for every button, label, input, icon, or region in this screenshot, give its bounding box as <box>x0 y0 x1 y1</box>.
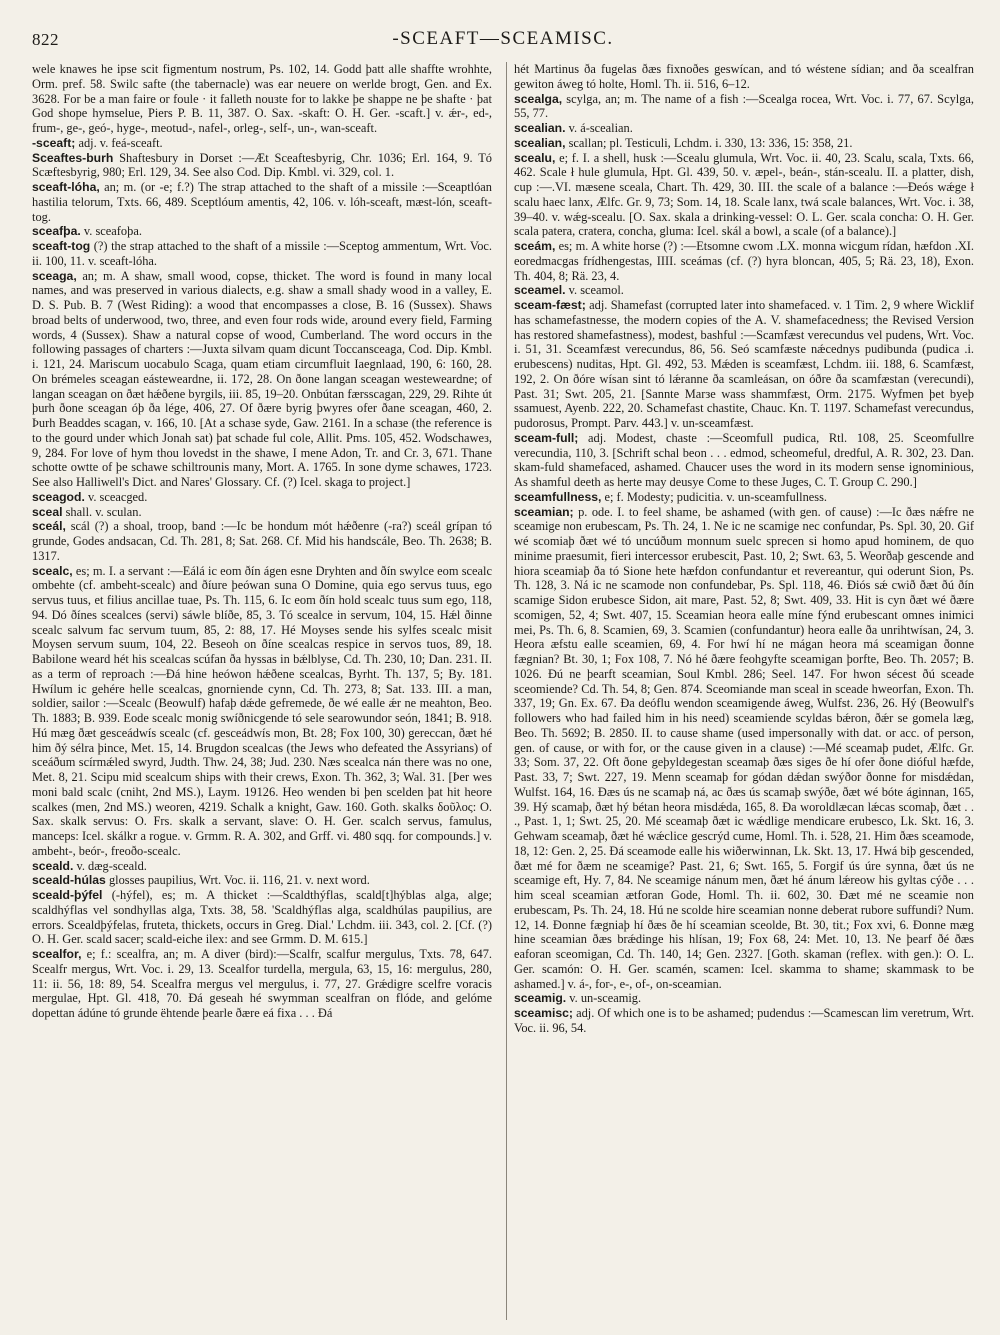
entry-headword: scealian. <box>514 121 566 135</box>
dictionary-entry <box>32 505 492 520</box>
entry-headword: sceamian; <box>514 504 574 519</box>
entry-definition: adj. Modest, chaste :—Sceomfull pudica, Rtl. 108, 25. Sceomfullre verecundia, 110, 3. [Schrift schal beon . . . edmod, scheomeful, dredful, A. R. 302, 23. Dan. skam-fuld shamefaced, ashamed. Chaucer uses the word in its modern sense ignominious, As shamful deeth as herte may deusye Come to these Juges, C. T. Group C. 290.] <box>514 430 974 489</box>
entry-headword: sceamig. <box>514 991 567 1006</box>
entry-definition: v. sceafoþa. <box>83 224 142 239</box>
entry-headword: scealfor, <box>32 947 82 961</box>
entry-definition: wele knawes he ipse scit figmentum nostrum, Ps. 102, 14. Godd þatt alle shaffte wrohhte, Orm. pref. 58. Swilc safte (the tabernacle) was ear neuere on werlde brogt, Gen. and Ex. 3628. For be a man faire or foule · it falleth nouзte for to lakke þe shappe ne þe shafte · þat God shope hymselue, Piers P. B. 11, 387. O. Sax. -skaft: O. H. Ger. -scaft.] v. ǽr-, ed-, frum-, ge-, geó-, hyge-, meotud-, nafel-, orleg-, self-, un-, wan-sceaft. <box>32 62 492 135</box>
dictionary-entry <box>514 136 974 151</box>
two-column-body <box>32 62 974 1332</box>
dictionary-entry <box>514 283 974 298</box>
dictionary-entry <box>32 873 492 888</box>
entry-definition: v. un-sceamig. <box>569 991 642 1006</box>
entry-headword: sceagod. <box>32 489 85 504</box>
entry-definition: es; m. I. a servant :—Eálá ic eom ðín ágen esne Dryhten and ðín swylce eom scealc ombehte (cf. ambeht-scealc) and ðíure þeówan suna O Domine, quia ego servus tuus, ego servus tuus, et filius ancillae tuae, Ps. Th. 115, 6. Ic eom ðín hold scealc tuus sum ego, 118, 94. Dó ðínes scealces (servi) sáwle blíðe, 85, 3. Tó scealce in servum, 104, 15. Hǽl ðinne scealc salvum fac servum tuum, 85, 2: 88, 17. Hé Moyses sende his sylfes scealc misit Moysen servum suum, 104, 22. Beseoh on ðíne scealcas respice in servos tuos, 89, 18. Babilone weard hét his scealcas scúfan ða hyssas in bǽlblyse, Cd. Th. 230, 10; Dan. 231. II. as a term of reproach :—Ðá hine heówon hǽðene scealcas, Byrht. Th. 137, 5; By. 181. Hwílum ic gehére helle scealcas, gnorniende cynn, Cd. Th. 273, 8; Sat. 133. III. a man, soldier, sailor :—Scealc (Beowulf) hafaþ dǽde gefremede, ðe wé ealle ǽr ne meahton, Beo. Th. 1883; B. 939. Eode scealc monig swíðnicgende tó sele searowundor seón, 1841; B. 918. Hú mæg ðæt gesceádwís scealc (cf. gesceádwís mon, Bt. 28; Fox 100, 30) gereccan, ðæt hé him ðý sélra þince, Met. 15, 14. Brugdon scealcas (the Jews who defeated the Assyrians) of sceáðum scírmǽled swyrd, Judth. Thw. 24, 38; Jud. 230. Næs scealca nán there was no one, Met. 8, 21. Scipu mid scealcum ships with their crews, Exon. Th. 362, 3; Wal. 31. [Þer wes moni bald scalc (cniht, 2nd MS.), Laym. 19126. Heo wenden bi þen scelden þat hit heore scalkes (men, 2nd MS.) weoren, 4219. Schalk a knight, Gaw. 160. Goth. skalks δοῦλος: O. Sax. skalk servus: O. Frs. skalk a servant, slave: O. H. Ger. scalch servus, famulus, manceps: Icel. skálkr a rogue. v. Grmm. R. A. 302, and Grff. vi. 480 sqq. for compounds.] v. ambeht-, beór-, freoðo-scealc. <box>32 563 492 858</box>
dictionary-entry <box>514 151 974 240</box>
entry-definition: an; m. A shaw, small wood, copse, thicket. The word is found in many local names, and was preserved in various dialects, e.g. shaw a small shady wood in a valley, E. D. S. Pub. B. 7 (West Riding): a wood that encompasses a close, B. 16 (Sussex). Shaws broad belts of underwood, two, three, and even four rods wide, around every field, Farming words, 4 (Sussex). Shaw a natural copse of wood, Cumberland. The word occurs in the following passages of charters :—Juxta silvam quam dicunt Toccansceaga, Cod. Dip. Kmbl. i. 121, 24. Mariscum uocabulo Scaga, quam etiam circumfluit Iaegnlaad, 190, 6: 160, 28. On brémeles sceagan eásteweardne, ii. 172, 28. On ðone langan sceagan westeweardne; of langan sceagan on ðæt hǽðene byrgils, iii. 85, 19–20. Onbútan færsscagan, 229, 29. Rihte út þurh ðone sceagan óþ ða lége, 406, 27. Of ðære byrig þwyres ofer ðane sceagan, 460, 2. Þurh Beaddes scagan, v. 166, 10. [At a schaзe syde, Gaw. 2161. In a schaзe (the reference is to the gourd under which Jonah sat) þat schade ful cole, Allit. Pms. 105, 452. Wodschaweз, 9, 284. For love of hym thou lovedst in the shawe, I mene Adon, Tr. and Cr. 3, 671. Thane schotte owtte of þe schawe schiltrounis many, Mort. A. 1765. In зone dyme schawes, 1723. See also Halliwell's Dict. and Nares' Glossary. Cf. (?) Icel. skaga to project.] <box>32 268 492 489</box>
entry-definition: scylga, an; m. The name of a fish :—Scealga rocea, Wrt. Voc. i. 77, 67. Scylga, 55, 77. <box>514 91 974 121</box>
dictionary-entry <box>514 298 974 431</box>
dictionary-entry <box>32 859 492 874</box>
entry-headword: sceald-húlas <box>32 873 106 888</box>
entry-headword: sceam-fæst; <box>514 298 586 312</box>
entry-headword: scealu, <box>514 150 556 165</box>
dictionary-entry <box>514 505 974 992</box>
entry-headword: scealian, <box>514 135 566 150</box>
entry-definition: hét Martinus ða fugelas ðæs fixnoðes geswícan, and tó wéstene sídian; and ða scealfran gewiton áweg tó holte, Homl. Th. ii. 516, 6–12. <box>514 62 974 91</box>
entry-definition: adj. Shamefast (corrupted later into shamefaced. v. 1 Tim. 2, 9 where Wicklif has schamefastnesse, the modern copies of the A. V. shamefacedness; the Revised Version has restored shamefastness), modest, bashful :—Scamfæst verecundus vel pudens, Wrt. Voc. i. 51, 31. Sceamfæst verecundus, 86, 56. Seó scamfæste nǽcednys pudibunda (pudica .i. erubescens) nuditas, Hpt. Gl. 492, 53. Mǽden is sceamfæst, Lchdm. iii. 188, 6. Scamfæst, 192, 2. On ðóre wísan sint tó lǽranne ða scamleásan, on óðre ða scamfæstan (verecundi), Past. 31; Swt. 205, 21. [Sannte Marзe wass shammfæst, Orm. 2175. Wyfmen þet byeþ ssamuest, Ayenb. 222, 20. Schamefast chastite, Chauc. Kn. T. 1197. Schamefast verecundus, pudorosus, Prompt. Parv. 443.] v. un-sceamfæst. <box>514 298 974 430</box>
dictionary-entry <box>32 151 492 181</box>
dictionary-entry <box>32 62 492 136</box>
entry-definition: v. dæg-sceald. <box>76 858 147 873</box>
dictionary-entry <box>514 1006 974 1036</box>
entry-headword: sceál, <box>32 519 66 534</box>
dictionary-entry <box>32 180 492 224</box>
entry-headword: Sceaftes-burh <box>32 150 114 165</box>
right-column <box>514 62 974 1332</box>
left-column <box>32 62 492 1332</box>
entry-headword: sceal <box>32 504 63 519</box>
dictionary-entry <box>32 947 492 1021</box>
entry-headword: sceald. <box>32 858 74 873</box>
dictionary-entry <box>32 269 492 490</box>
entry-headword: sceám, <box>514 239 556 253</box>
dictionary-entry <box>514 490 974 505</box>
entry-definition: adj. Of which one is to be ashamed; pudendus :—Scamescan lim veretrum, Wrt. Voc. ii. 96, 54. <box>514 1006 974 1035</box>
page-number: 822 <box>32 30 59 49</box>
entry-definition: scallan; pl. Testiculi, Lchdm. i. 330, 13: 336, 15: 358, 21. <box>568 135 853 150</box>
entry-headword: sceald-þýfel <box>32 888 103 902</box>
dictionary-entry <box>514 239 974 283</box>
entry-definition: (?) the strap attached to the shaft of a missile :—Sceptog ammentum, Wrt. Voc. ii. 100, 11. v. sceaft-lóha. <box>32 239 492 268</box>
dictionary-entry <box>514 62 974 92</box>
dictionary-entry <box>32 888 492 947</box>
column-divider <box>506 62 507 1320</box>
dictionary-entry <box>32 136 492 151</box>
entry-headword: sceamisc; <box>514 1006 573 1020</box>
entry-headword: sceaga, <box>32 268 77 283</box>
page-header <box>32 22 974 62</box>
entry-headword: sceamel. <box>514 283 566 298</box>
dictionary-entry <box>514 431 974 490</box>
dictionary-entry <box>514 991 974 1006</box>
dictionary-entry <box>32 519 492 563</box>
entry-definition: an; m. (or -e; f.?) The strap attached to the shaft of a missile :—Sceaptlóan hastilia telorum, Txts. 66, 489. Sceptlóum amentis, 42, 106. v. lóh-sceaft, mæst-lón, sceaft-tog. <box>32 180 492 224</box>
entry-headword: sceaft-tog <box>32 239 91 253</box>
dictionary-entry <box>514 92 974 122</box>
running-head: -SCEAFT—SCEAMISC. <box>392 28 614 49</box>
dictionary-entry <box>32 224 492 239</box>
entry-headword: scealc, <box>32 563 73 578</box>
dictionary-entry <box>32 564 492 859</box>
entry-definition: v. á-scealian. <box>568 121 633 135</box>
entry-definition: shall. v. sculan. <box>65 504 142 519</box>
dictionary-entry <box>514 121 974 136</box>
entry-definition: e; f. Modesty; pudicitia. v. un-sceamfullness. <box>604 489 828 504</box>
entry-definition: p. ode. I. to feel shame, be ashamed (with gen. of cause) :—Ic ðæs nǽfre ne sceamige non erubescam, Ps. Th. 24, 1. Ne ic ne scamige nec confundar, Ps. Spl. 30, 20. Gif wé scomiaþ ðæt wé tó uncúðum monnum suelc sprecen si homo apud hominem, de quo minime praesumit, fieri intercessor erubescit, Past. 10, 2; Swt. 63, 5. Weorðaþ gescende and hiora sceamiaþ ða tó Sione hete hæfdon confundantur et revereantur, qui oderunt Sion, Ps. Th. 128, 3. Ná ic ne scamode non confundebar, Ps. Spl. 118, 46. Ðiós sǽ cwið ðæt ðú ðín scamige Sidon erubesce Sidon, ait mare, Past. 52, 8; Swt. 409, 33. Hit is cyn ðæt wé ðære scomigen, 52, 4; Swt. 407, 15. Sceamian heora ealle míne fýnd erubescant omnes inimici mei, Ps. Th. 6, 8. Scamien, 69, 3. Scamien (confundantur) heora ealle ða unrihtwísan, 24, 3. Heora æfstu ealle sceamien, 69, 4. For hwí hí ne mágan heora má sceamigan ðonne fægnian? Bt. 30, 1; Fox 108, 7. Nó hé ðære feohgyfte sceamigan þorfte, Beo. Th. 2057; B. 1026. Ðú ne þearft sceamian, Soul Kmbl. 286; Seel. 147. For hwon sécest ðú sceade sceomiende? Cd. Th. 54, 8; Gen. 874. Sceomiande man sceal in sceade hweorfan, Exon. Th. 337, 19; Gn. Ex. 67. Ða deóflu wendon sceamigende áweg, Wulfst. 236, 26. Hý (Beowulf's followers who had failed him in his need) sceamiende scyldas bǽron, ðǽr se gomela læg, Beo. Th. 5692; B. 2850. II. to cause shame (used impersonally with dat. or acc. of person, gen. of cause, or with for, or the cause given in a clause) :—Mé sceamaþ pudet, Ælfc. Gr. 33; Som. 37, 22. Oft ðone geþyldegestan sceamaþ ðæs siges ðe hí ofer ðone dióful hæfde, Past. 33, 7; Swt. 227, 19. Menn sceamaþ for gódan dǽdan swýðor ðonne for misdǽdan, Wulfst. 164, 16. Ðæs ús ne scamaþ ná, ac ðæs ús scamaþ swýðe, ðæt wé bóte áginnan, 165, 39. Hý scamaþ, ðæt hý bétan heora misdǽda, 165, 8. Ða woroldlæcan lǽcas scomaþ, ðæt . . ., Past. 1, 1; Swt. 25, 20. Mé sceamaþ ðæt ic wǽdlige mendicare erubesco, Lk. Skt. 16, 3. Gehwam sceamaþ, ðæt hé wǽclice gescrýd cume, Homl. Th. i. 528, 21. Him ðæs sceamode, 18, 12: Gen. 2, 25. Ðá sceamode ealle his wiðerwinnan, Lk. Skt. 13, 17. Hwá biþ gescended, ðæt mé for ðæm ne sceamige? Past. 21, 6; Swt. 165, 5. Forgif ús úre synna, ðæt ús ne sceamige eft, Hy. 7, 84. Ne sceamige nánum men, ðæt hé ánum lǽreow his gyltas cýðe . . . him sceal sceamian ætforan Gode, Homl. Th. ii. 602, 30. Ðæt mé ne sceamie non erubescam, Ps. Th. 24, 18. Hú ne scolde hire sceamian nonne deberat rubore suffundi? Num. 12, 14. Ðonne fægniaþ hí ðæs ðe hí sceamian sceolde, Bt. 30, tit.; Fox xvi, 6. Ðonne mæg hine sceamian ðæs brǽdinge his hlísan, 19; Fox 68, 24: Met. 10, 13. Ne þearf ðé ðæs eaforan sceomigan, Cd. Th. 140, 14; Gen. 2327. [Goth. skaman (reflex. with gen.): O. L. Ger. scamón: O. H. Ger. scamén, scamen: Icel. skamma to shame; skammask to be ashamed.] v. á-, for-, e-, of-, on-sceamian. <box>514 504 974 991</box>
entry-definition: v. sceacged. <box>87 489 148 504</box>
dictionary-entry <box>32 239 492 269</box>
entry-headword: scealga, <box>514 91 563 106</box>
entry-definition: es; m. A white horse (?) :—Etsomne cwom .LX. monna wicgum rídan, hæfdon .XI. eoredmacgas frídhengestas, IIII. sceámas (cf. (?) hyra bloncan, 405, 5; Rä. 23, 18), Exon. Th. 404, 8; Rä. 23, 4. <box>514 239 974 283</box>
entry-headword: sceaft-lóha, <box>32 180 100 194</box>
entry-definition: e; f. I. a shell, husk :—Scealu glumula, Wrt. Voc. ii. 40, 23. Scalu, scala, Txts. 66, 462. Scale ł hule glumula, Hpt. Gl. 439, 50. v. æpel-, beán-, stán-scealu. II. a platter, dish, cup :—.VI. mæsene sceala, Chart. Th. 429, 30. III. the scale of a balance :—Ðeós wǽge ł scalu haec lanx, Ælfc. Gr. 9, 73; Som. 14, 18. Scale lanx, twá scale balances, Wrt. Voc. i. 38, 39–40. v. wǽg-scealu. [O. Sax. skala a drinking-vessel: O. L. Ger. scala concha: O. H. Ger. scala patera, cratera, concha, gluma: Icel. skál a bowl, a scale (of a balance).] <box>514 150 974 239</box>
entry-definition: (-hýfel), es; m. A thicket :—Scaldthýflas, scald[t]hýblas alga, alge; scaldhýflas vel sondhyllas alga, Txts. 38, 58. 'Scaldhýflas alga, scaldhúlas paupilius, are errors. Scealdþýfelas, fruteta, thickets, occurs in Greg. Dial.' Lchdm. iii. 343, col. 2. [Cf. (?) O. H. Ger. scald sacer; scald-eiche ilex: and see Grmm. D. M. 615.] <box>32 888 492 947</box>
dictionary-entry <box>32 490 492 505</box>
entry-headword: sceamfullness, <box>514 489 602 504</box>
entry-definition: e; f.: scealfra, an; m. A diver (bird):—Scalfr, scalfur mergulus, Txts. 78, 647. Scealfr mergus, Wrt. Voc. i. 29, 13. Scealfor turdella, mergula, 63, 15, 16: mergulus, 280, 11: ii. 56, 18: 89, 54. Scealfra mergus vel mergulus, i. 77, 27. Grǽdigre scelfre voracis mergulae, Hpt. Gl. 418, 70. Ðá geseah hé swymman scealfran on flóde, and gelóme dopettan ádúne tó grunde ëhtende þearle ðære eá fixa . . . Ðá <box>32 947 492 1020</box>
entry-headword: -sceaft; <box>32 135 76 150</box>
entry-definition: v. sceamol. <box>568 283 624 298</box>
entry-definition: scál (?) a shoal, troop, band :—Ic be hondum mót hǽðenre (-ra?) sceál grípan tó grunde, Godes andsacan, Cd. Th. 281, 8; Sat. 268. Cf. Mid his handscále, Beo. Th. 2638; B. 1317. <box>32 519 492 563</box>
entry-definition: adj. v. feá-sceaft. <box>78 135 163 150</box>
entry-definition: Shaftesbury in Dorset :—Æt Sceaftesbyrig, Chr. 1036; Erl. 164, 9. Tó Scæftesbyrig, 980; Erl. 129, 34. See also Cod. Dip. Kmbl. vi. 329, col. 1. <box>32 150 492 180</box>
entry-headword: sceafþa. <box>32 224 81 239</box>
entry-definition: glosses paupilius, Wrt. Voc. ii. 116, 21. v. next word. <box>108 873 370 888</box>
entry-headword: sceam-full; <box>514 430 579 445</box>
